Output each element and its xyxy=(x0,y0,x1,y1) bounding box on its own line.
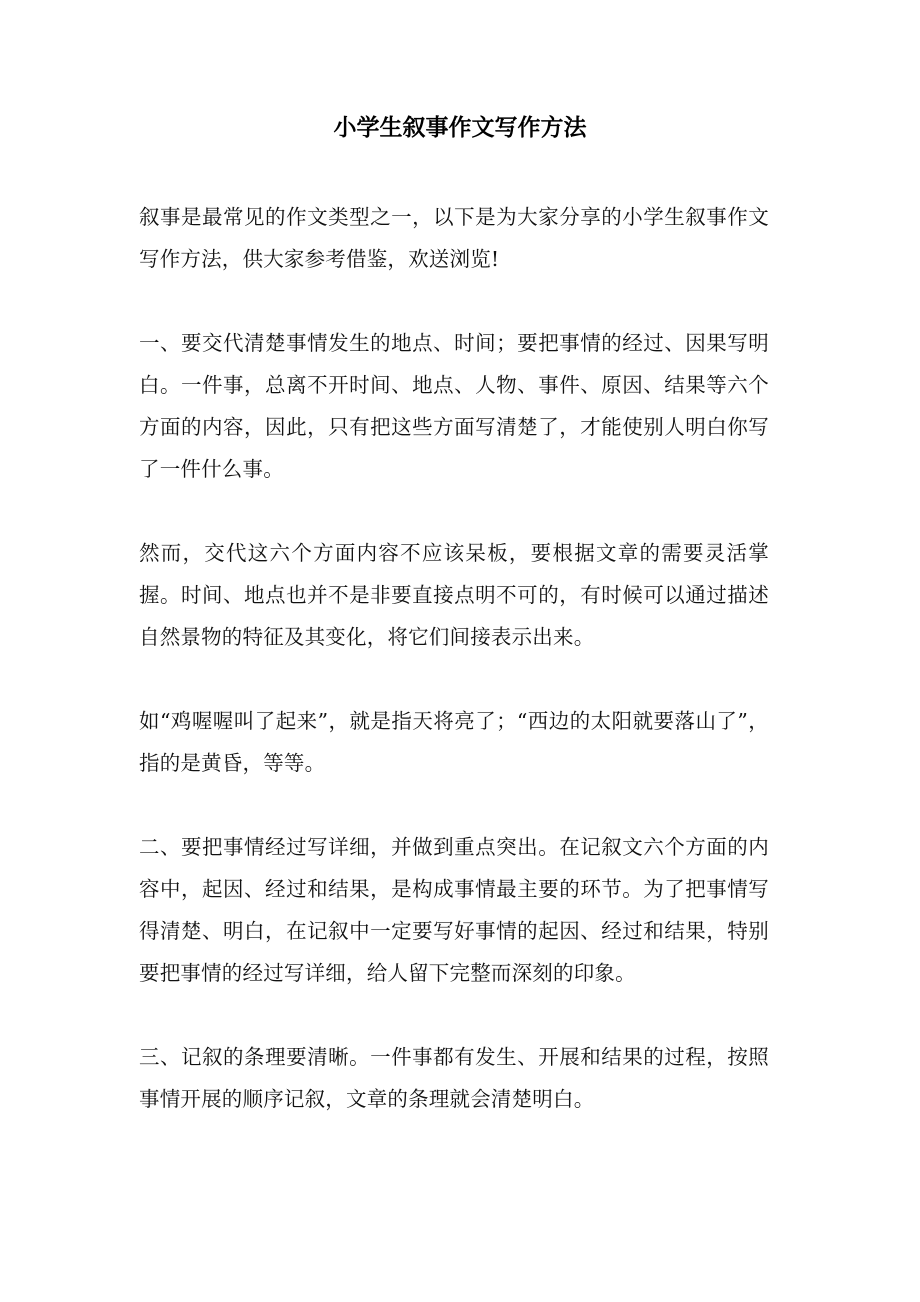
paragraph-intro: 叙事是最常见的作文类型之一，以下是为大家分享的小学生叙事作文写作方法，供大家参考借鉴，欢送浏览! xyxy=(139,205,769,271)
paragraph-point-one: 一、要交代清楚事情发生的地点、时间；要把事情的经过、因果写明白。一件事，总离不开时间、地点、人物、事件、原因、结果等六个方面的内容，因此，只有把这些方面写清楚了，才能使别人明白你写了一件什么事。 xyxy=(139,331,769,481)
paragraph-point-one-example: 如“鸡喔喔叫了起来”，就是指天将亮了；“西边的太阳就要落山了”，指的是黄昏，等等。 xyxy=(139,709,769,775)
paragraph-point-one-detail: 然而，交代这六个方面内容不应该呆板，要根据文章的需要灵活掌握。时间、地点也并不是非要直接点明不可的，有时候可以通过描述自然景物的特征及其变化，将它们间接表示出来。 xyxy=(139,541,769,649)
document-body xyxy=(139,196,769,1162)
paragraph-point-two: 二、要把事情经过写详细，并做到重点突出。在记叙文六个方面的内容中，起因、经过和结果，是构成事情最主要的环节。为了把事情写得清楚、明白，在记叙中一定要写好事情的起因、经过和结果，特别要把事情的经过写详细，给人留下完整而深刻的印象。 xyxy=(139,835,769,985)
document-title: 小学生叙事作文写作方法 xyxy=(333,114,587,141)
paragraph-point-three: 三、记叙的条理要清晰。一件事都有发生、开展和结果的过程，按照事情开展的顺序记叙，文章的条理就会清楚明白。 xyxy=(139,1045,769,1111)
